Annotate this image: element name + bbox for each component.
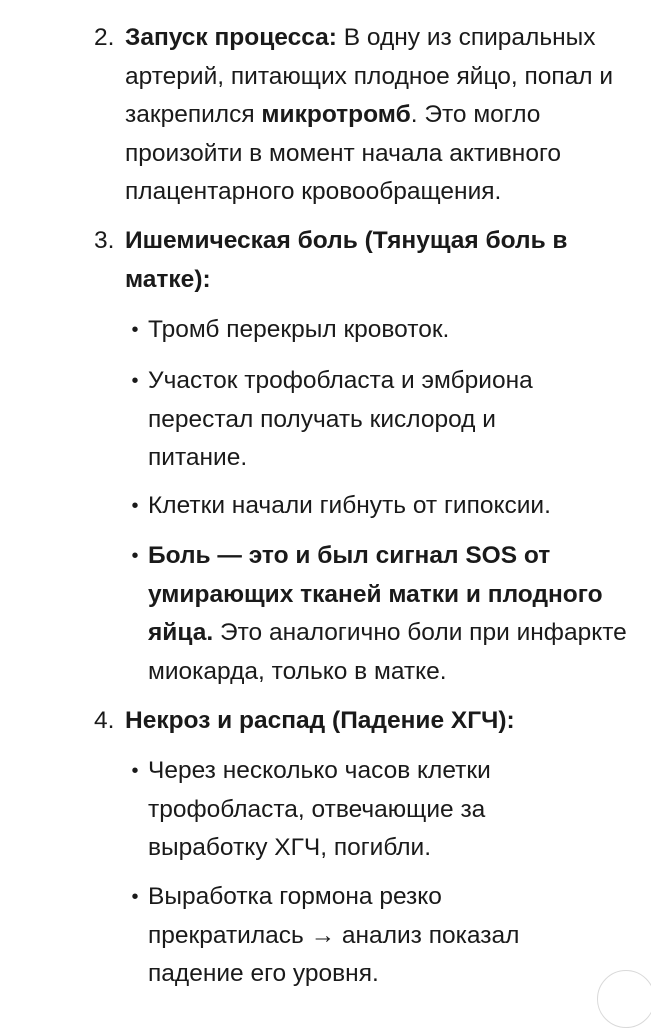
bold-text: Некроз и распад (Падение ХГЧ): <box>125 707 515 734</box>
item-number: 3. <box>94 227 115 254</box>
numbered-item-4 <box>0 702 651 741</box>
bullet-text: Через несколько часов клетки трофобласта, отвечающие за выработку ХГЧ, погибли. <box>148 757 491 861</box>
list-item <box>0 487 651 526</box>
numbered-item-2 <box>0 19 651 212</box>
numbered-item-3 <box>0 222 651 299</box>
item-number: 2. <box>94 24 115 51</box>
bullet-text <box>148 542 627 685</box>
scroll-to-bottom-button[interactable] <box>597 970 651 1028</box>
item-text <box>125 19 631 212</box>
bullet-dot: • <box>131 886 139 908</box>
item-number: 4. <box>94 707 115 734</box>
plain-text: В одну из спиральных артерий, питающих плодное яйцо, попал и закрепился <box>125 24 614 128</box>
bullet-text: Клетки начали гибнуть от гипоксии. <box>148 492 551 519</box>
bullet-dot: • <box>131 760 139 782</box>
bold-text: Запуск процесса: <box>125 24 337 51</box>
bullet-dot: • <box>131 545 139 567</box>
list-item <box>0 878 651 994</box>
list-item <box>0 537 651 691</box>
plain-text: Это аналогично боли при инфаркте миокарда, только в матке. <box>148 619 627 685</box>
bullet-dot: • <box>131 370 139 392</box>
bullet-text: Тромб перекрыл кровоток. <box>148 316 450 343</box>
bullet-text: Участок трофобласта и эмбриона перестал получать кислород и питание. <box>148 367 533 471</box>
plain-text: . Это могло произойти в момент начала активного плацентарного кровообращения. <box>125 101 561 205</box>
item-heading <box>125 702 631 741</box>
bold-text: Боль — это и был сигнал SOS от умирающих тканей матки и плодного яйца. <box>148 542 603 646</box>
bullet-dot: • <box>131 495 139 517</box>
list-item <box>0 311 651 350</box>
item-heading <box>125 222 591 299</box>
bullet-text: Выработка гормона резко прекратилась → анализ показал падение его уровня. <box>148 883 520 987</box>
bold-text: Ишемическая боль (Тянущая боль в матке): <box>125 227 568 293</box>
bullet-dot: • <box>131 319 139 341</box>
list-item <box>0 362 651 478</box>
bold-text: микротромб <box>261 101 411 128</box>
list-item <box>0 752 651 868</box>
